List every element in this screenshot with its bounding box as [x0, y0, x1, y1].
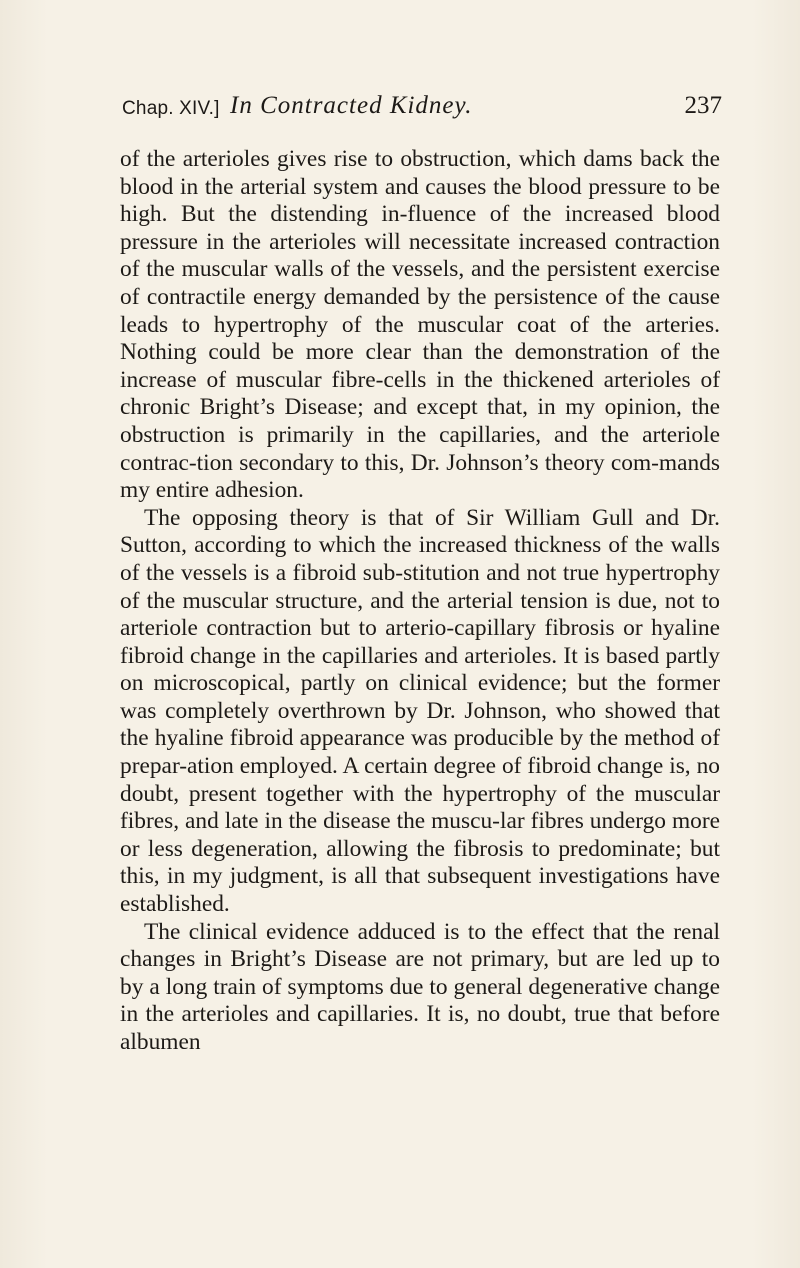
paragraph-opposing-theory: The opposing theory is that of Sir William Gull and Dr. Sutton, according to which the increased thickness of the walls of the vessels is a fibroid sub-stitution and not true hypertrophy of the muscular structure, and the arterial tension is due, not to arteriole contraction but to arterio-capillary fibrosis or hyaline fibroid change in the capillaries and arterioles. It is based partly on microscopical, partly on clinical evidence; but the former was completely overthrown by Dr. Johnson, who showed that the hyaline fibroid appearance was producible by the method of prepar-ation employed. A certain degree of fibroid change is, no doubt, present together with the hypertrophy of the muscular fibres, and late in the disease the muscu-lar fibres undergo more or less degeneration, allowing the fibrosis to predominate; but this, in my judgment, is all that subsequent investigations have established. [120, 504, 720, 918]
paragraph-continuation: of the arterioles gives rise to obstruction, which dams back the blood in the arterial system and causes the blood pressure to be high. But the distending in-fluence of the increased blood pressure in the arterioles will necessitate increased contraction of the muscular walls of the vessels, and the persistent exercise of contractile energy demanded by the persistence of the cause leads to hypertrophy of the muscular coat of the arteries. Nothing could be more clear than the demonstration of the increase of muscular fibre-cells in the thickened arterioles of chronic Bright’s Disease; and except that, in my opinion, the obstruction is primarily in the capillaries, and the arteriole contrac-tion secondary to this, Dr. Johnson’s theory com-mands my entire adhesion. [120, 146, 720, 504]
paragraph-clinical-evidence: The clinical evidence adduced is to the effect that the renal changes in Bright’s Disease are not primary, but are led up to by a long train of symptoms due to general degenerative change in the arterioles and capillaries. It is, no doubt, true that before albumen [120, 918, 720, 1055]
chapter-reference: Chap. XIV.] [122, 98, 220, 119]
body-text [120, 146, 720, 1057]
running-header [122, 92, 722, 126]
running-title: In Contracted Kidney. [230, 92, 473, 119]
page-number: 237 [684, 92, 722, 119]
